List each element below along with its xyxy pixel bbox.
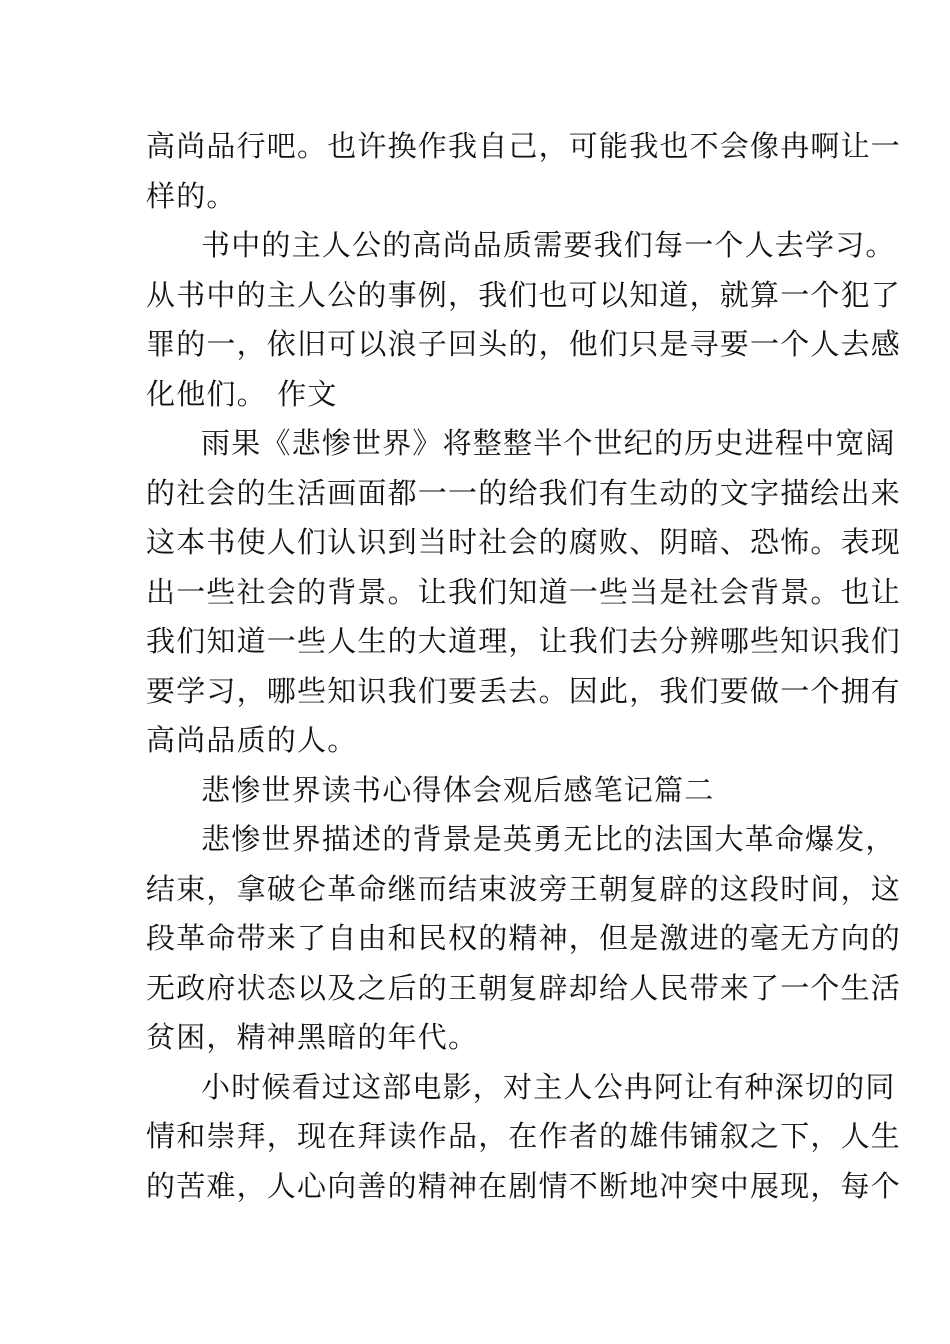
- text-line: 要学习，哪些知识我们要丢去。因此，我们要做一个拥有: [146, 673, 902, 708]
- text-line: 的社会的生活画面都一一的给我们有生动的文字描绘出来: [146, 475, 902, 510]
- text-line: 罪的一，依旧可以浪子回头的，他们只是寻要一个人去感: [146, 327, 902, 361]
- text-line: 从书中的主人公的事例，我们也可以知道，就算一个犯了: [146, 277, 902, 312]
- text-line: 高尚品质的人。: [146, 723, 358, 757]
- text-line: 这本书使人们认识到当时社会的腐败、阴暗、恐怖。表现: [146, 525, 902, 559]
- text-line: 化他们。 作文: [146, 376, 338, 411]
- text-line: 段革命带来了自由和民权的精神，但是激进的毫无方向的: [146, 921, 902, 955]
- text-line: 样的。: [146, 178, 237, 213]
- text-line: 高尚品行吧。也许换作我自己，可能我也不会像冉啊让一: [146, 129, 902, 163]
- text-line: 结束，拿破仑革命继而结束波旁王朝复辟的这段时间，这: [146, 871, 902, 906]
- text-line: 我们知道一些人生的大道理，让我们去分辨哪些知识我们: [146, 624, 902, 658]
- text-line: 无政府状态以及之后的王朝复辟却给人民带来了一个生活: [146, 970, 902, 1005]
- text-line: 雨果《悲惨世界》将整整半个世纪的历史进程中宽阔: [201, 426, 896, 460]
- document-body: [146, 122, 902, 1211]
- text-line: 小时候看过这部电影，对主人公冉阿让有种深切的同: [201, 1069, 896, 1104]
- text-line: 悲惨世界描述的背景是英勇无比的法国大革命爆发，: [201, 822, 896, 856]
- text-line: 出一些社会的背景。让我们知道一些当是社会背景。也让: [146, 574, 902, 609]
- text-line: 书中的主人公的高尚品质需要我们每一个人去学习。: [201, 228, 896, 262]
- text-line: 悲惨世界读书心得体会观后感笔记篇二: [201, 772, 715, 807]
- text-line: 情和崇拜，现在拜读作品，在作者的雄伟铺叙之下，人生: [146, 1119, 902, 1153]
- text-line: 贫困，精神黑暗的年代。: [146, 1020, 479, 1054]
- text-line: 的苦难，人心向善的精神在剧情不断地冲突中展现，每个: [146, 1168, 902, 1203]
